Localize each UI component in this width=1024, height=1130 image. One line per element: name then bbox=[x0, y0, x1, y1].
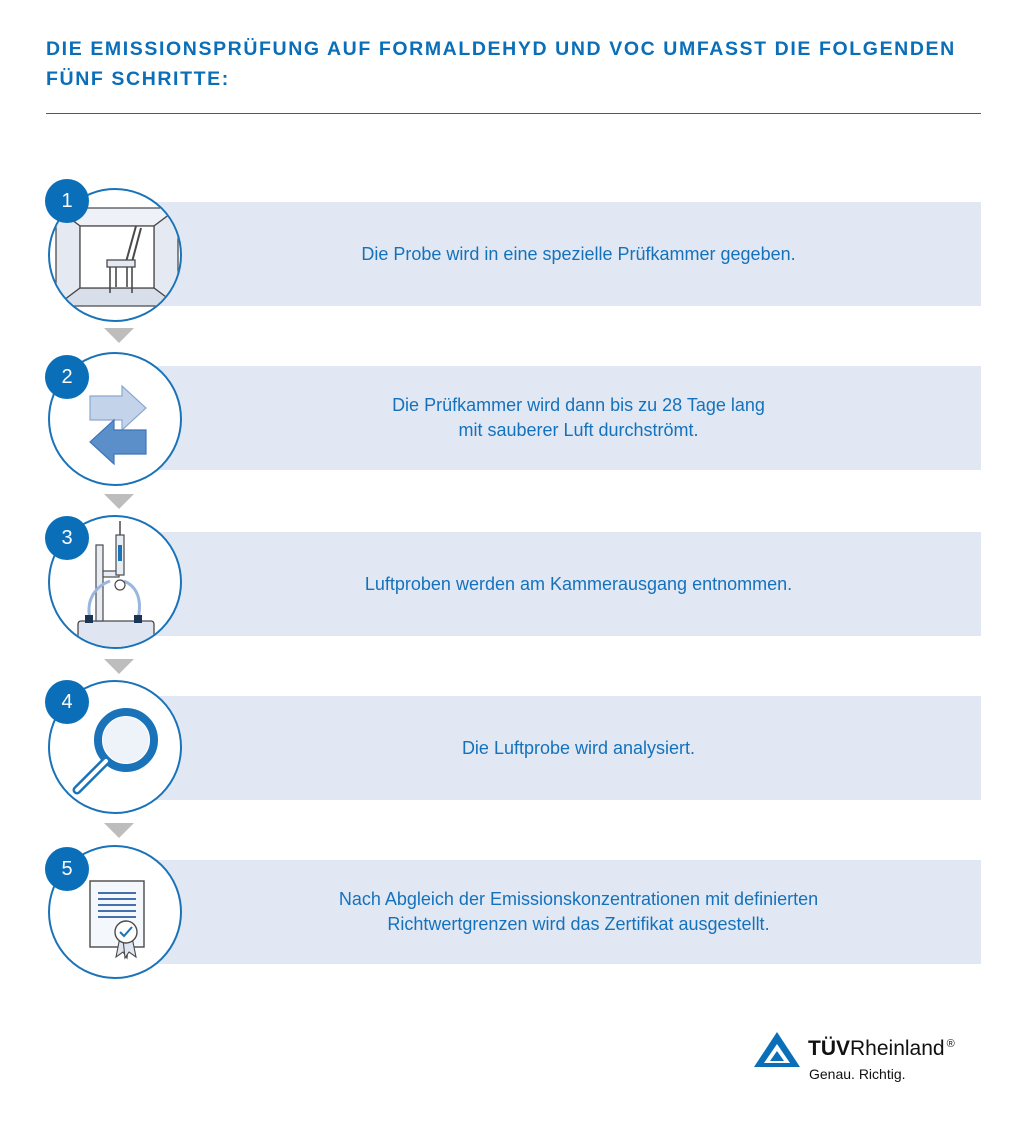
logo-wordmark bbox=[808, 1037, 955, 1061]
logo-brand-bold: TÜV bbox=[808, 1037, 850, 1060]
step-3-band bbox=[118, 532, 981, 636]
step-1-to-2-arrow bbox=[104, 328, 134, 343]
step-4-badge: 4 bbox=[45, 680, 89, 724]
step-2-band bbox=[118, 366, 981, 470]
step-3-text: Luftproben werden am Kammerausgang entnommen. bbox=[364, 573, 793, 594]
logo-slogan: Genau. Richtig. bbox=[809, 1066, 906, 1082]
step-3-badge: 3 bbox=[45, 516, 89, 560]
step-5-band bbox=[118, 860, 981, 964]
title-divider bbox=[46, 113, 981, 114]
step-4-band bbox=[118, 696, 981, 800]
step-2-text: Die Prüfkammer wird dann bis zu 28 Tage lang mit sauberer Luft durchströmt. bbox=[392, 395, 765, 440]
step-1-band bbox=[118, 202, 981, 306]
step-1-text: Die Probe wird in eine spezielle Prüfkammer gegeben. bbox=[361, 243, 796, 264]
logo-brand-regular: Rheinland bbox=[850, 1037, 945, 1060]
tuv-rheinland-logo bbox=[752, 1030, 992, 1090]
step-4-text: Die Luftprobe wird analysiert. bbox=[461, 737, 696, 758]
step-2-badge: 2 bbox=[45, 355, 89, 399]
step-5-badge: 5 bbox=[45, 847, 89, 891]
page-title: DIE EMISSIONSPRÜFUNG AUF FORMALDEHYD UND VOC UMFASST DIE FOLGENDEN FÜNF SCHRITTE: bbox=[46, 38, 956, 90]
logo-registered-mark: ® bbox=[946, 1038, 955, 1050]
step-3-to-4-arrow bbox=[104, 659, 134, 674]
tuv-triangle-logo-icon bbox=[752, 1030, 802, 1070]
step-1-badge: 1 bbox=[45, 179, 89, 223]
step-2-to-3-arrow bbox=[104, 494, 134, 509]
step-5-text: Nach Abgleich der Emissionskonzentrationen mit definierten Richtwertgrenzen wird das Zertifikat ausgestellt. bbox=[338, 889, 819, 934]
step-4-to-5-arrow bbox=[104, 823, 134, 838]
